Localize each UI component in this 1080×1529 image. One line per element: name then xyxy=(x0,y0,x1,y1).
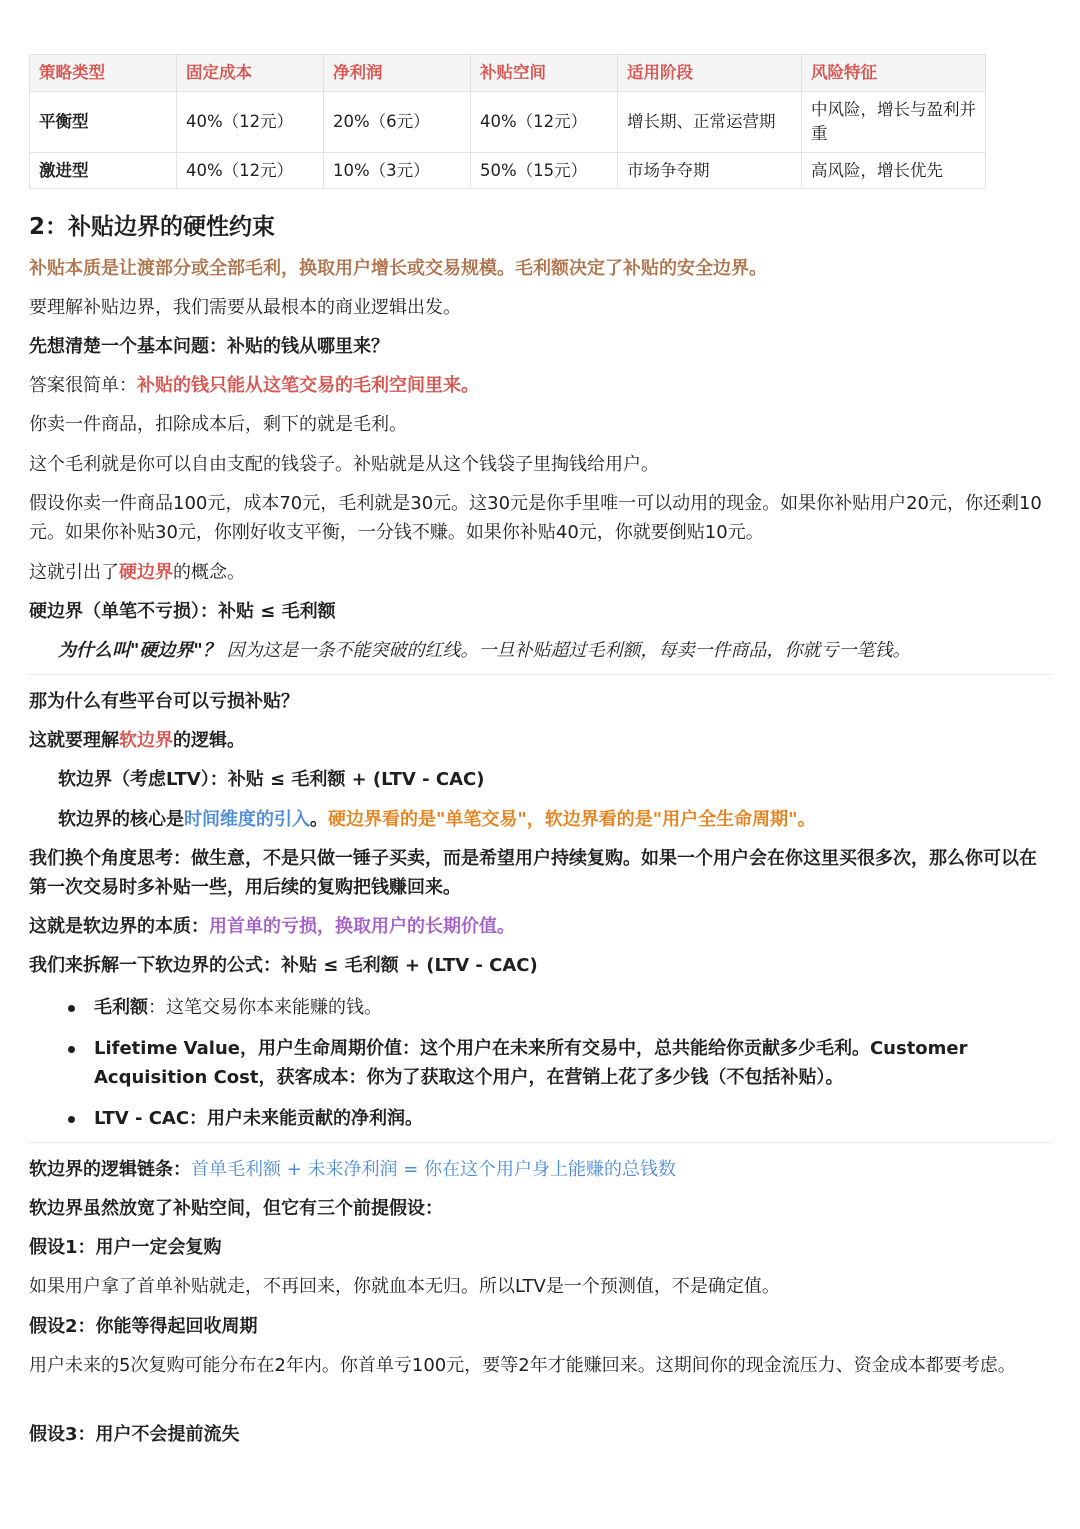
soft-boundary-formula: 软边界（考虑LTV）：补贴 ≤ 毛利额 + (LTV - CAC) xyxy=(58,769,485,790)
list-item xyxy=(29,1104,1008,1133)
table-cell: 增长期、正常运营期 xyxy=(618,92,802,153)
text-run: 答案很简单： xyxy=(29,375,137,396)
text-run: 的概念。 xyxy=(173,562,245,583)
text-run: 软边界的核心是 xyxy=(58,809,184,830)
table-header-cell: 适用阶段 xyxy=(618,55,802,92)
table-header-cell: 策略类型 xyxy=(30,55,177,92)
highlight-text: 软边界 xyxy=(119,730,173,751)
assumption-title: 假设3：用户不会提前流失 xyxy=(29,1424,240,1445)
text-run: 毛利额 xyxy=(94,997,148,1018)
highlight-text: 用首单的亏损，换取用户的长期价值。 xyxy=(209,916,515,937)
paragraph xyxy=(58,805,1051,834)
paragraph xyxy=(29,1155,1051,1184)
hard-boundary-formula: 硬边界（单笔不亏损）：补贴 ≤ 毛利额 xyxy=(29,601,336,622)
text-run: 的逻辑。 xyxy=(173,730,245,751)
paragraph xyxy=(29,558,1051,587)
paragraph: 假设你卖一件商品100元，成本70元，毛利就是30元。这30元是你手里唯一可以动用的现金。如果你补贴用户20元，你还剩10元。如果你补贴30元，你刚好收支平衡，一分钱不赚。如果你补贴40元，你就要倒贴10元。 xyxy=(29,493,1042,543)
paragraph: 软边界虽然放宽了补贴空间，但它有三个前提假设： xyxy=(29,1198,443,1219)
table-header-cell: 风险特征 xyxy=(802,55,986,92)
highlight-text: 时间维度的引入 xyxy=(184,809,310,830)
paragraph: 如果用户拿了首单补贴就走，不再回来，你就血本无归。所以LTV是一个预测值，不是确定值。 xyxy=(29,1276,780,1297)
paragraph: 我们换个角度思考：做生意，不是只做一锤子买卖，而是希望用户持续复购。如果一个用户会在你这里买很多次，那么你可以在第一次交易时多补贴一些，用后续的复购把钱赚回来。 xyxy=(29,848,1037,898)
text-run: 这就要理解 xyxy=(29,730,119,751)
paragraph xyxy=(29,726,1051,755)
list-item xyxy=(29,993,1008,1022)
text-run: LTV - CAC：用户未来能贡献的净利润。 xyxy=(94,1108,424,1129)
table-cell: 激进型 xyxy=(30,153,177,189)
text-run: 。 xyxy=(310,809,328,830)
divider xyxy=(29,1142,1051,1143)
table-header-cell: 固定成本 xyxy=(177,55,324,92)
table-cell: 10%（3元） xyxy=(324,153,471,189)
paragraph xyxy=(29,912,1051,941)
blockquote xyxy=(58,636,1051,665)
bullet-icon xyxy=(68,1116,75,1123)
text-run: Lifetime Value，用户生命周期价值：这个用户在未来所有交易中，总共能给你贡献多少毛利。Customer Acquisition Cost，获客成本：你为了获取这个用户，在营销上花了多少钱（不包括补贴）。 xyxy=(94,1038,968,1088)
bullet-icon xyxy=(68,1005,75,1012)
table-cell: 40%（12元） xyxy=(177,153,324,189)
table-cell: 高风险，增长优先 xyxy=(802,153,986,189)
table-cell: 平衡型 xyxy=(30,92,177,153)
paragraph: 用户未来的5次复购可能分布在2年内。你首单亏100元，要等2年才能赚回来。这期间你的现金流压力、资金成本都要考虑。 xyxy=(29,1355,1016,1376)
paragraph: 要理解补贴边界，我们需要从最根本的商业逻辑出发。 xyxy=(29,297,461,318)
table-header-cell: 净利润 xyxy=(324,55,471,92)
assumption-title: 假设2：你能等得起回收周期 xyxy=(29,1316,258,1337)
list-item xyxy=(29,1034,1008,1092)
table-cell: 市场争夺期 xyxy=(618,153,802,189)
text-run: 这就引出了 xyxy=(29,562,119,583)
table-cell: 40%（12元） xyxy=(177,92,324,153)
highlight-text: 补贴的钱只能从这笔交易的毛利空间里来。 xyxy=(137,375,479,396)
paragraph: 我们来拆解一下软边界的公式：补贴 ≤ 毛利额 + (LTV - CAC) xyxy=(29,955,538,976)
text-run: 软边界的逻辑链条： xyxy=(29,1159,191,1180)
bullet-list xyxy=(29,993,1008,1133)
table-cell: 50%（15元） xyxy=(471,153,618,189)
table-row xyxy=(30,153,986,189)
table-header-cell: 补贴空间 xyxy=(471,55,618,92)
question-heading: 那为什么有些平台可以亏损补贴？ xyxy=(29,691,299,712)
highlight-text: 硬边界看的是"单笔交易"，软边界看的是"用户全生命周期"。 xyxy=(328,809,816,830)
paragraph: 你卖一件商品，扣除成本后，剩下的就是毛利。 xyxy=(29,414,407,435)
table-cell: 40%（12元） xyxy=(471,92,618,153)
bullet-icon xyxy=(68,1046,75,1053)
text-run: ：这笔交易你本来能赚的钱。 xyxy=(148,997,382,1018)
table-header-row xyxy=(30,55,986,92)
quote-answer: 因为这是一条不能突破的红线。一旦补贴超过毛利额，每卖一件商品，你就亏一笔钱。 xyxy=(226,640,911,661)
quote-question: 为什么叫"硬边界"？ xyxy=(58,640,221,661)
divider xyxy=(29,674,1051,675)
section-summary: 补贴本质是让渡部分或全部毛利，换取用户增长或交易规模。毛利额决定了补贴的安全边界。 xyxy=(29,258,767,279)
assumption-title: 假设1：用户一定会复购 xyxy=(29,1237,222,1258)
paragraph: 这个毛利就是你可以自由支配的钱袋子。补贴就是从这个钱袋子里掏钱给用户。 xyxy=(29,454,659,475)
text-run: 这就是软边界的本质： xyxy=(29,916,209,937)
highlight-text: 首单毛利额 + 未来净利润 = 你在这个用户身上能赚的总钱数 xyxy=(191,1159,677,1180)
table-cell: 20%（6元） xyxy=(324,92,471,153)
question-heading: 先想清楚一个基本问题：补贴的钱从哪里来？ xyxy=(29,336,389,357)
paragraph xyxy=(29,371,1051,400)
strategy-table xyxy=(29,54,986,189)
table-cell: 中风险，增长与盈利并重 xyxy=(802,92,986,153)
highlight-text: 硬边界 xyxy=(119,562,173,583)
table-row xyxy=(30,92,986,153)
section-title: 2：补贴边界的硬性约束 xyxy=(29,214,276,240)
